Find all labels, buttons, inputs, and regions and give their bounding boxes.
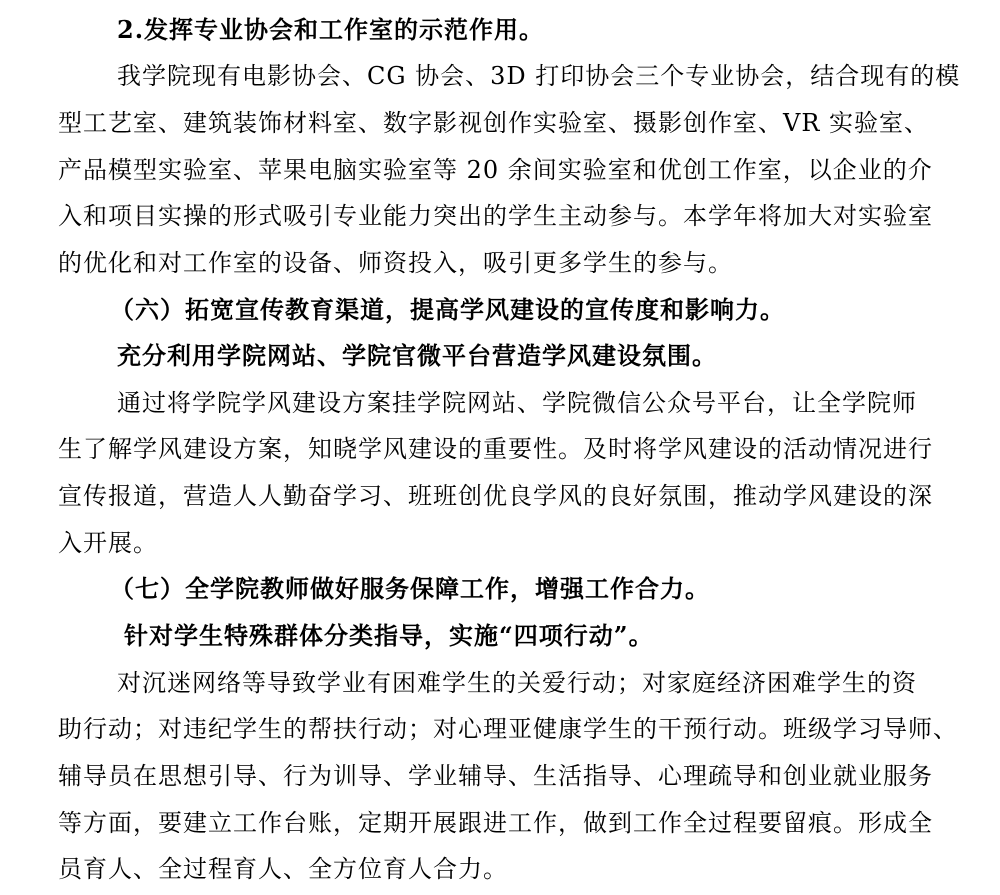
paragraph-line: 辅导员在思想引导、行为训导、学业辅导、生活指导、心理疏导和创业就业服务	[58, 762, 933, 790]
paragraph-line: 产品模型实验室、苹果电脑实验室等 20 余间实验室和优创工作室，以企业的介	[58, 156, 933, 184]
section-heading-7: （七）全学院教师做好服务保障工作，增强工作合力。	[110, 574, 710, 603]
paragraph-line: 生了解学风建设方案，知晓学风建设的重要性。及时将学风建设的活动情况进行	[58, 435, 933, 463]
paragraph-line: 通过将学院学风建设方案挂学院网站、学院微信公众号平台，让全学院师	[117, 389, 917, 417]
paragraph-line: 入开展。	[58, 529, 158, 557]
section-heading-6: （六）拓宽宣传教育渠道，提高学风建设的宣传度和影响力。	[110, 295, 785, 324]
subheading-7-1: 针对学生特殊群体分类指导，实施“四项行动”。	[124, 621, 654, 650]
subheading-6-1: 充分利用学院网站、学院官微平台营造学风建设氛围。	[117, 341, 717, 370]
paragraph-line: 入和项目实操的形式吸引专业能力突出的学生主动参与。本学年将加大对实验室	[58, 202, 933, 230]
paragraph-line: 等方面，要建立工作台账，定期开展跟进工作，做到工作全过程要留痕。形成全	[58, 809, 933, 837]
paragraph-line: 对沉迷网络等导致学业有困难学生的关爱行动；对家庭经济困难学生的资	[117, 669, 917, 697]
subheading-2: 2.发挥专业协会和工作室的示范作用。	[117, 15, 545, 44]
paragraph-line: 助行动；对违纪学生的帮扶行动；对心理亚健康学生的干预行动。班级学习导师、	[58, 715, 958, 743]
paragraph-line: 型工艺室、建筑装饰材料室、数字影视创作实验室、摄影创作室、VR 实验室、	[58, 109, 930, 137]
paragraph-line: 我学院现有电影协会、CG 协会、3D 打印协会三个专业协会，结合现有的模	[117, 62, 961, 90]
paragraph-line: 宣传报道，营造人人勤奋学习、班班创优良学风的良好氛围，推动学风建设的深	[58, 482, 933, 510]
paragraph-line: 的优化和对工作室的设备、师资投入，吸引更多学生的参与。	[58, 249, 733, 277]
paragraph-line: 员育人、全过程育人、全方位育人合力。	[58, 855, 508, 883]
